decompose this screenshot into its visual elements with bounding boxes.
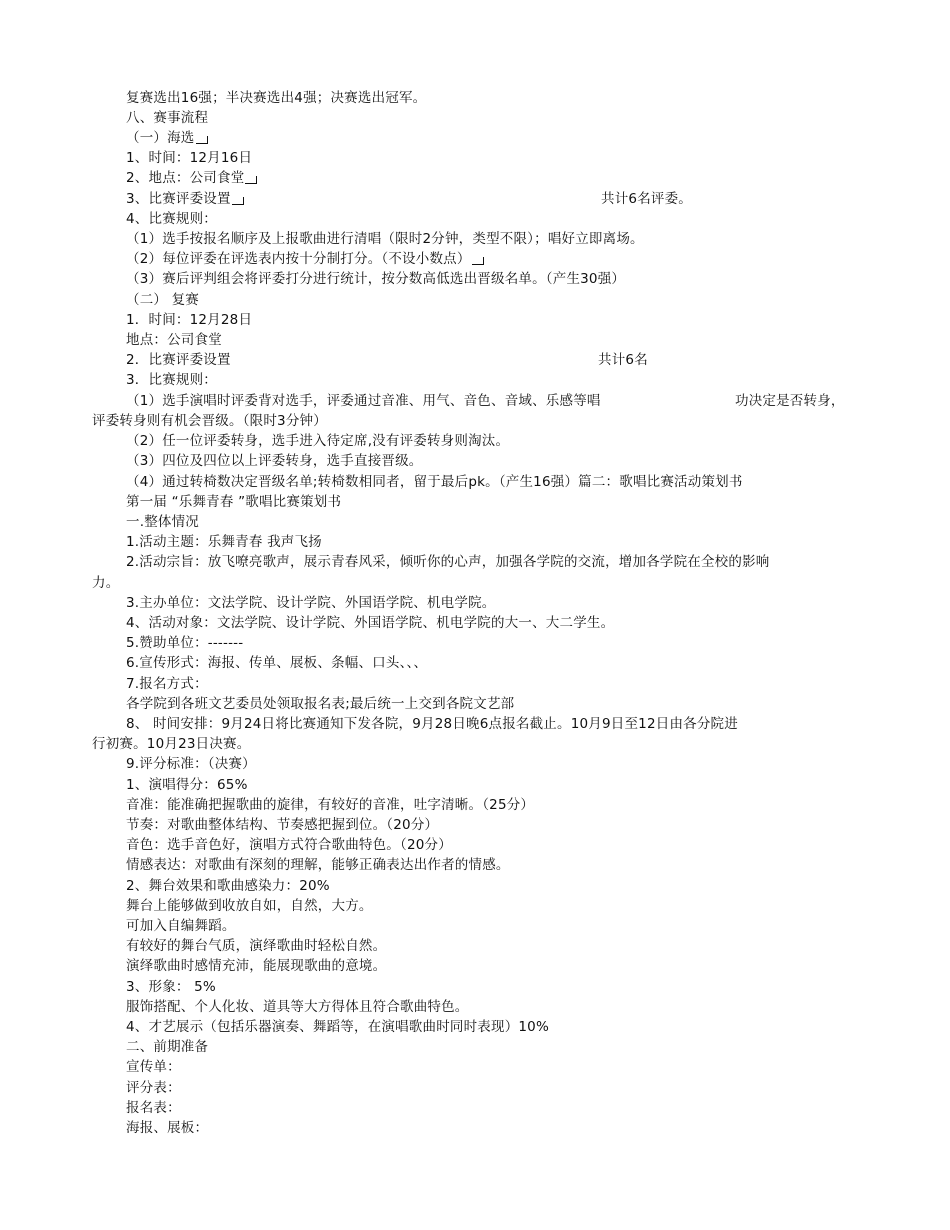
text-line: （3）赛后评判组会将评委打分进行统计，按分数高低选出晋级名单。（产生30强） — [126, 271, 626, 287]
text-line: 2.活动宗旨：放飞嘹亮歌声，展示青春风采，倾听你的心声，加强各学院的交流，增加各学院在全校的影响 — [126, 554, 770, 570]
text-line: 4、活动对象：文法学院、设计学院、外国语学院、机电学院的大一、大二学生。 — [126, 615, 615, 631]
text-line: 节奏：对歌曲整体结构、节奏感把握到位。（20分） — [126, 817, 439, 833]
text-line: （1）选手按报名顺序及上报歌曲进行清唱（限时2分钟，类型不限）；唱好立即离场。 — [126, 231, 644, 247]
text-line: 宣传单： — [126, 1059, 181, 1075]
text-line: 可加入自编舞蹈。 — [126, 918, 236, 934]
text-line: 3、形象： 5% — [126, 979, 216, 995]
text-line: 1.活动主题：乐舞青春 我声飞扬 — [126, 534, 322, 550]
text-line: （3）四位及四位以上评委转身，选手直接晋级。 — [126, 453, 423, 469]
text-line: 音色：选手音色好，演唱方式符合歌曲特色。（20分） — [126, 837, 452, 853]
text-line: 各学院到各班文艺委员处领取报名表;最后统一上交到各院文艺部 — [126, 696, 515, 712]
text-line: 3．比赛规则： — [126, 372, 217, 388]
text-line: 2、地点：公司食堂 — [126, 168, 257, 188]
text-line: 音准：能准确把握歌曲的旋律，有较好的音准，吐字清晰。（25分） — [126, 797, 535, 813]
text-line: 9.评分标准：（决赛） — [126, 756, 256, 772]
text-line: 地点：公司食堂 — [126, 332, 222, 348]
text-line: 4、才艺展示（包括乐器演奏、舞蹈等，在演唱歌曲时同时表现）10% — [126, 1019, 549, 1035]
section-heading: 二、前期准备 — [126, 1039, 209, 1055]
subsection-heading: （一）海选 — [126, 128, 208, 148]
text-line: 1、时间：12月16日 — [126, 150, 253, 166]
section-heading: 一.整体情况 — [126, 514, 199, 530]
section-heading: 八、赛事流程 — [126, 110, 209, 126]
document-title: 第一届 “乐舞青春 ”歌唱比赛策划书 — [126, 494, 342, 510]
text-line: 1．时间：12月28日 — [126, 312, 253, 328]
text-line: （2）每位评委在评选表内按十分制打分。（不设小数点） — [126, 249, 484, 269]
text-line: 6.宣传形式：海报、传单、展板、条幅、口头、、、 — [126, 655, 428, 671]
return-mark-icon — [245, 176, 257, 184]
text-line: 共计6名 — [598, 352, 648, 368]
subsection-heading: （二） 复赛 — [126, 292, 199, 308]
return-mark-icon — [196, 136, 208, 144]
text-line: 评委转身则有机会晋级。（限时3分钟） — [92, 413, 327, 429]
text-line: 评分表： — [126, 1080, 181, 1096]
text-line: 3.主办单位：文法学院、设计学院、外国语学院、机电学院。 — [126, 595, 496, 611]
text-line: （2）任一位评委转身，选手进入待定席,没有评委转身则淘汰。 — [126, 433, 510, 449]
text-line: 3、比赛评委设置 — [126, 189, 244, 209]
text-line: 力。 — [92, 575, 120, 591]
text-line: 2、舞台效果和歌曲感染力：20% — [126, 878, 330, 894]
text-line: 共计6名评委。 — [601, 191, 692, 207]
text-line: 演绎歌曲时感情充沛，能展现歌曲的意境。 — [126, 958, 387, 974]
text-line: （1）选手演唱时评委背对选手，评委通过音准、用气、音色、音域、乐感等唱 — [126, 393, 601, 409]
text-line: 有较好的舞台气质，演绎歌曲时轻松自然。 — [126, 938, 387, 954]
return-mark-icon — [232, 197, 244, 205]
text-line: 行初赛。10月23日决赛。 — [92, 736, 251, 752]
text-line: 7.报名方式： — [126, 676, 208, 692]
text-line: （4）通过转椅数决定晋级名单;转椅数相同者，留于最后pk。（产生16强）篇二：歌唱比赛活动策划书 — [126, 474, 743, 490]
text-line: 1、演唱得分：65% — [126, 777, 248, 793]
text-line: 情感表达：对歌曲有深刻的理解，能够正确表达出作者的情感。 — [126, 857, 510, 873]
text-line: 海报、展板： — [126, 1120, 209, 1136]
text-line: 复赛选出16强；半决赛选出4强；决赛选出冠军。 — [126, 90, 427, 106]
return-mark-icon — [472, 257, 484, 265]
text-line: 2．比赛评委设置 — [126, 352, 231, 368]
text-line: 5.赞助单位：------- — [126, 635, 244, 651]
text-line: 4、比赛规则： — [126, 211, 217, 227]
text-line: 功决定是否转身， — [735, 393, 845, 409]
text-line: 舞台上能够做到收放自如，自然，大方。 — [126, 898, 373, 914]
text-line: 服饰搭配、个人化妆、道具等大方得体且符合歌曲特色。 — [126, 999, 469, 1015]
text-line: 8、 时间安排：9月24日将比赛通知下发各院，9月28日晚6点报名截止。10月9日至12日由各分院进 — [126, 716, 738, 732]
text-line: 报名表： — [126, 1100, 181, 1116]
